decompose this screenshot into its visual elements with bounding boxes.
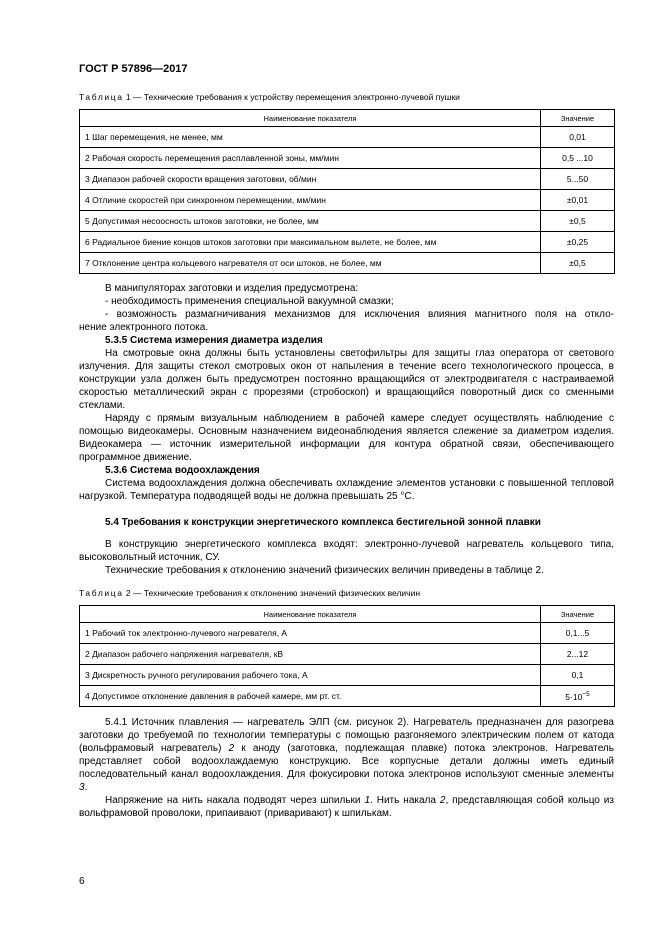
paragraph: нение электронного потока. <box>79 322 209 333</box>
table-row <box>80 665 615 686</box>
table1-header-name: Наименование показателя <box>80 110 541 127</box>
figure-ref-number: 1 <box>364 795 371 806</box>
row-value: 5...50 <box>541 169 615 190</box>
row-name: 3 Дискретность ручного регулирования рабочего тока, А <box>80 665 541 686</box>
row-value <box>541 686 615 707</box>
table-row <box>80 190 615 211</box>
row-name: 7 Отклонение центра кольцевого нагревателя от оси штоков, не более, мм <box>80 253 541 274</box>
table1-header-value: Значение <box>541 110 615 127</box>
row-name: 2 Рабочая скорость перемещения расплавленной зоны, мм/мин <box>80 148 541 169</box>
table2-header-value: Значение <box>541 606 615 623</box>
row-value: ±0,25 <box>541 232 615 253</box>
paragraph <box>79 794 614 820</box>
row-value: 0,01 <box>541 127 615 148</box>
text-block-1 <box>79 282 614 503</box>
row-value: ±0,5 <box>541 211 615 232</box>
figure-ref-number: 2 <box>228 743 235 754</box>
document-header: ГОСТ Р 57896—2017 <box>79 63 188 75</box>
paragraph: В манипуляторах заготовки и изделия предусмотрена: <box>105 283 359 294</box>
table-row <box>80 644 615 665</box>
table2-header-name: Наименование показателя <box>80 606 541 623</box>
row-value: 2...12 <box>541 644 615 665</box>
table1 <box>79 109 615 274</box>
row-value: 0,1 <box>541 665 615 686</box>
section-heading-5-4: 5.4 Требования к конструкции энергетического комплекса бестигельной зонной плавки <box>105 517 541 528</box>
table-row <box>80 253 615 274</box>
page-number: 6 <box>79 876 85 887</box>
row-name: 3 Диапазон рабочей скорости вращения заготовки, об/мин <box>80 169 541 190</box>
text-run: к аноду (заготовка, подлежащая плавке) потока электронов. Нагреватель представляет собой водоохлаждаемую конструкцию. Все корпусные детали должны иметь единый последовательный канал водоохлаждения. Для фокусировки потока электронов используют сменные элементы <box>79 743 614 780</box>
row-name: 5 Допустимая несоосность штоков заготовки, не более, мм <box>80 211 541 232</box>
text-block-2 <box>79 716 614 820</box>
table-row <box>80 148 615 169</box>
value-exponent: −5 <box>582 690 590 698</box>
paragraph: Наряду с прямым визуальным наблюдением в рабочей камере следует осуществлять наблюдение с помощью видеокамеры. Основным назначением видеонаблюдения является слежение за диаметром изделия. Видеокамера — источник измерительной информации для контура обратной связи, обеспечивающего программное движение. <box>79 413 614 463</box>
table-row <box>80 686 615 707</box>
table-row <box>80 623 615 644</box>
paragraph: На смотровые окна должны быть установлены светофильтры для защиты глаз оператора от светового излучения. Для защиты стекол смотровых окон от напыления в течение всего технологического процесса, в конструкции узла должен быть предусмотрен постоянно вращающийся от электродвигателя с настраиваемой скоростью металлический экран с прорезями (стробоскоп) и вращающийся поворотный диск со сменными стеклами. <box>79 348 614 411</box>
paragraph: В конструкцию энергетического комплекса входят: электронно-лучевой нагреватель кольцевого типа, высоковольтный источник, СУ. <box>79 539 614 563</box>
list-item: - необходимость применения специальной вакуумной смазки; <box>105 296 394 307</box>
list-item: - возможность размагничивания механизмов для исключения влияния магнитного поля на откло- <box>105 309 614 320</box>
row-value: 0,1...5 <box>541 623 615 644</box>
text-run: 5.4.1 Источник плавления — нагреватель ЭЛП (см. рисунок 2). Нагреватель предназначен для разогрева заготовки до требуемой по технологии температуры с помощью разгоняемого электрическим полем от катода (вольфрамовый нагреватель) <box>79 717 614 754</box>
row-name: 1 Шаг перемещения, не менее, мм <box>80 127 541 148</box>
table-row <box>80 169 615 190</box>
table2 <box>79 605 615 707</box>
text-block-5-4 <box>79 538 614 577</box>
row-value: ±0,5 <box>541 253 615 274</box>
row-name: 4 Допустимое отклонение давления в рабочей камере, мм рт. ст. <box>80 686 541 707</box>
table1-caption-label: Таблица <box>79 92 124 102</box>
text-run: , представляющая собой кольцо из вольфрамовой проволоки, припаивают (приваривают) к шпилькам. <box>79 795 614 819</box>
text-run: . Нить накала <box>370 795 440 806</box>
figure-ref-number: 2 <box>439 795 446 806</box>
paragraph: Система водоохлаждения должна обеспечивать охлаждение элементов установки с повышенной тепловой нагрузкой. Температура подводящей воды не должна превышать 25 °С. <box>79 478 614 502</box>
section-heading: 5.3.5 Система измерения диаметра изделия <box>105 335 323 346</box>
value-mantissa: 5·10 <box>565 691 583 702</box>
row-value: ±0,01 <box>541 190 615 211</box>
table2-caption-label: Таблица <box>79 588 124 598</box>
row-value: 0,5 ...10 <box>541 148 615 169</box>
table-row <box>80 127 615 148</box>
text-run: Напряжение на нить накала подводят через шпильки <box>105 795 365 806</box>
table-row <box>80 232 615 253</box>
table-row <box>80 211 615 232</box>
table1-caption <box>79 92 460 102</box>
row-name: 2 Диапазон рабочего напряжения нагревателя, кВ <box>80 644 541 665</box>
table1-caption-text: 1 — Технические требования к устройству перемещения электронно-лучевой пушки <box>123 92 460 102</box>
paragraph <box>79 716 614 794</box>
table2-caption-text: 2 — Технические требования к отклонению значений физических величин <box>123 588 421 598</box>
text-run: . <box>84 782 88 793</box>
table2-caption <box>79 588 420 598</box>
figure-ref-number: 3 <box>79 782 85 793</box>
section-heading: 5.3.6 Система водоохлаждения <box>105 465 260 476</box>
row-name: 4 Отличие скоростей при синхронном перемещении, мм/мин <box>80 190 541 211</box>
paragraph: Технические требования к отклонению значений физических величин приведены в таблице 2. <box>105 565 544 576</box>
row-name: 6 Радиальное биение концов штоков заготовки при максимальном вылете, не более, мм <box>80 232 541 253</box>
row-name: 1 Рабочий ток электронно-лучевого нагревателя, А <box>80 623 541 644</box>
